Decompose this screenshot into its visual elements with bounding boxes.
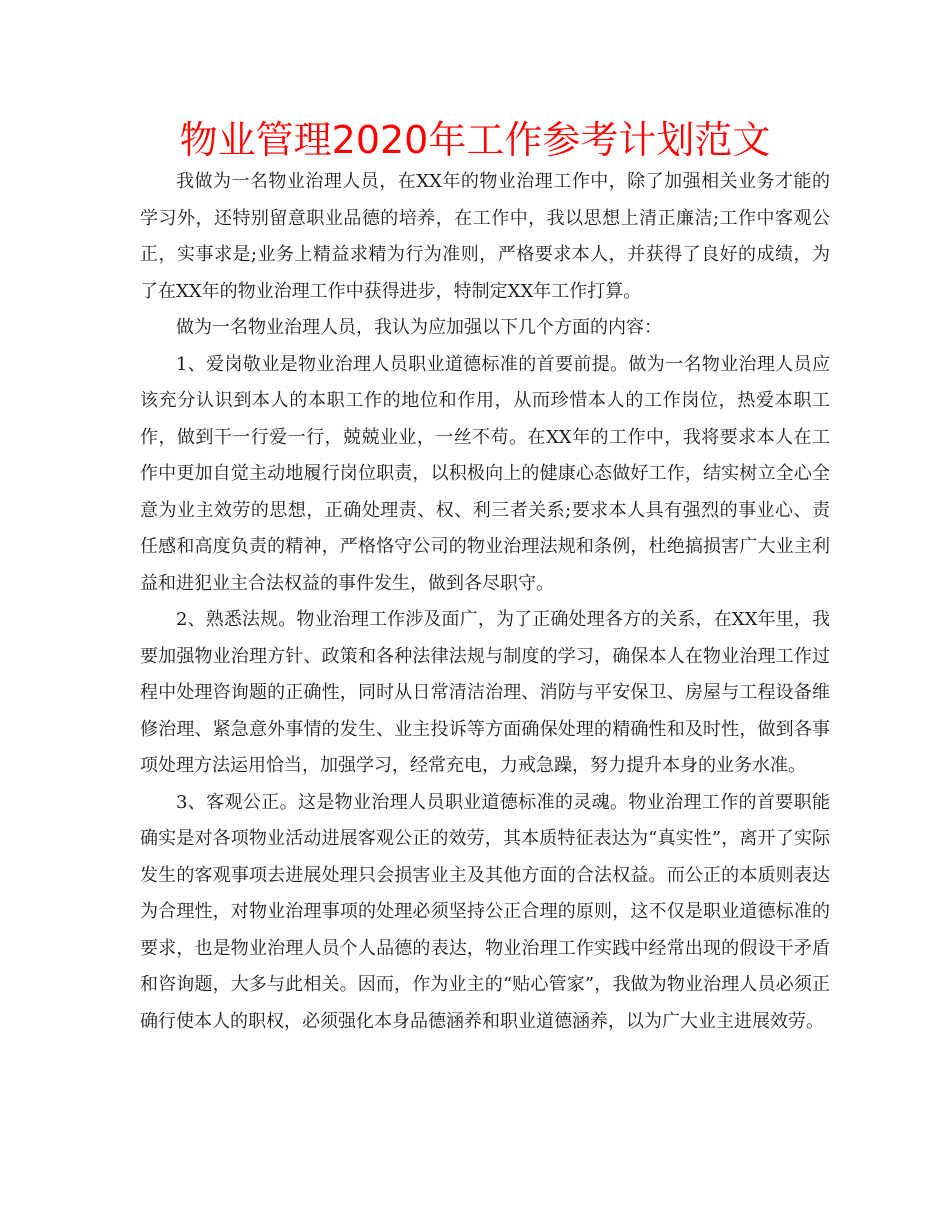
paragraph-lead: 做为一名物业治理人员，我认为应加强以下几个方面的内容：	[176, 317, 662, 338]
paragraph-item-3: 3、客观公正。这是物业治理人员职业道德标准的灵魂。物业治理工作的首要职能确实是对各项物业活动进展客观公正的效劳，其本质特征表达为“真实性”，离开了实际发生的客观事项去进展处理只会损害业主及其他方面的合法权益。而公正的本质则表达为合理性，对物业治理事项的处理必须坚持公正合理的原则，这不仅是职业道德标准的要求，也是物业治理人员个人品德的表达，物业治理工作实践中经常出现的假设干矛盾和咨询题，大多与此相关。因而，作为业主的“贴心管家”，我做为物业治理人员必须正确行使本人的职权，必须强化本身品德涵养和职业道德涵养，以为广大业主进展效劳。	[140, 791, 830, 1032]
document-body	[140, 164, 830, 1040]
paragraph-item-2: 2、熟悉法规。物业治理工作涉及面广，为了正确处理各方的关系，在XX年里，我要加强物业治理方针、政策和各种法律法规与制度的学习，确保本人在物业治理工作过程中处理咨询题的正确性，同时从日常清洁治理、消防与平安保卫、房屋与工程设备维修治理、紧急意外事情的发生、业主投诉等方面确保处理的精确性和及时性，做到各事项处理方法运用恰当，加强学习，经常充电，力戒急躁，努力提升本身的业务水准。	[140, 609, 830, 776]
paragraph-intro: 我做为一名物业治理人员，在XX年的物业治理工作中，除了加强相关业务才能的学习外，还特别留意职业品德的培养，在工作中，我以思想上清正廉洁;工作中客观公正，实事求是;业务上精益求精为行为准则，严格要求本人，并获得了良好的成绩，为了在XX年的物业治理工作中获得进步，特制定XX年工作打算。	[140, 171, 830, 302]
document-title: 物业管理2020年工作参考计划范文	[179, 118, 771, 162]
paragraph-item-1: 1、爱岗敬业是物业治理人员职业道德标准的首要前提。做为一名物业治理人员应该充分认识到本人的本职工作的地位和作用，从而珍惜本人的工作岗位，热爱本职工作，做到干一行爱一行，兢兢业业，一丝不苟。在XX年的工作中，我将要求本人在工作中更加自觉主动地履行岗位职责，以积极向上的健康心态做好工作，结实树立全心全意为业主效劳的思想，正确处理责、权、利三者关系;要求本人具有强烈的事业心、责任感和高度负责的精神，严格恪守公司的物业治理法规和条例，杜绝搞损害广大业主利益和进犯业主合法权益的事件发生，做到各尽职守。	[140, 353, 830, 594]
